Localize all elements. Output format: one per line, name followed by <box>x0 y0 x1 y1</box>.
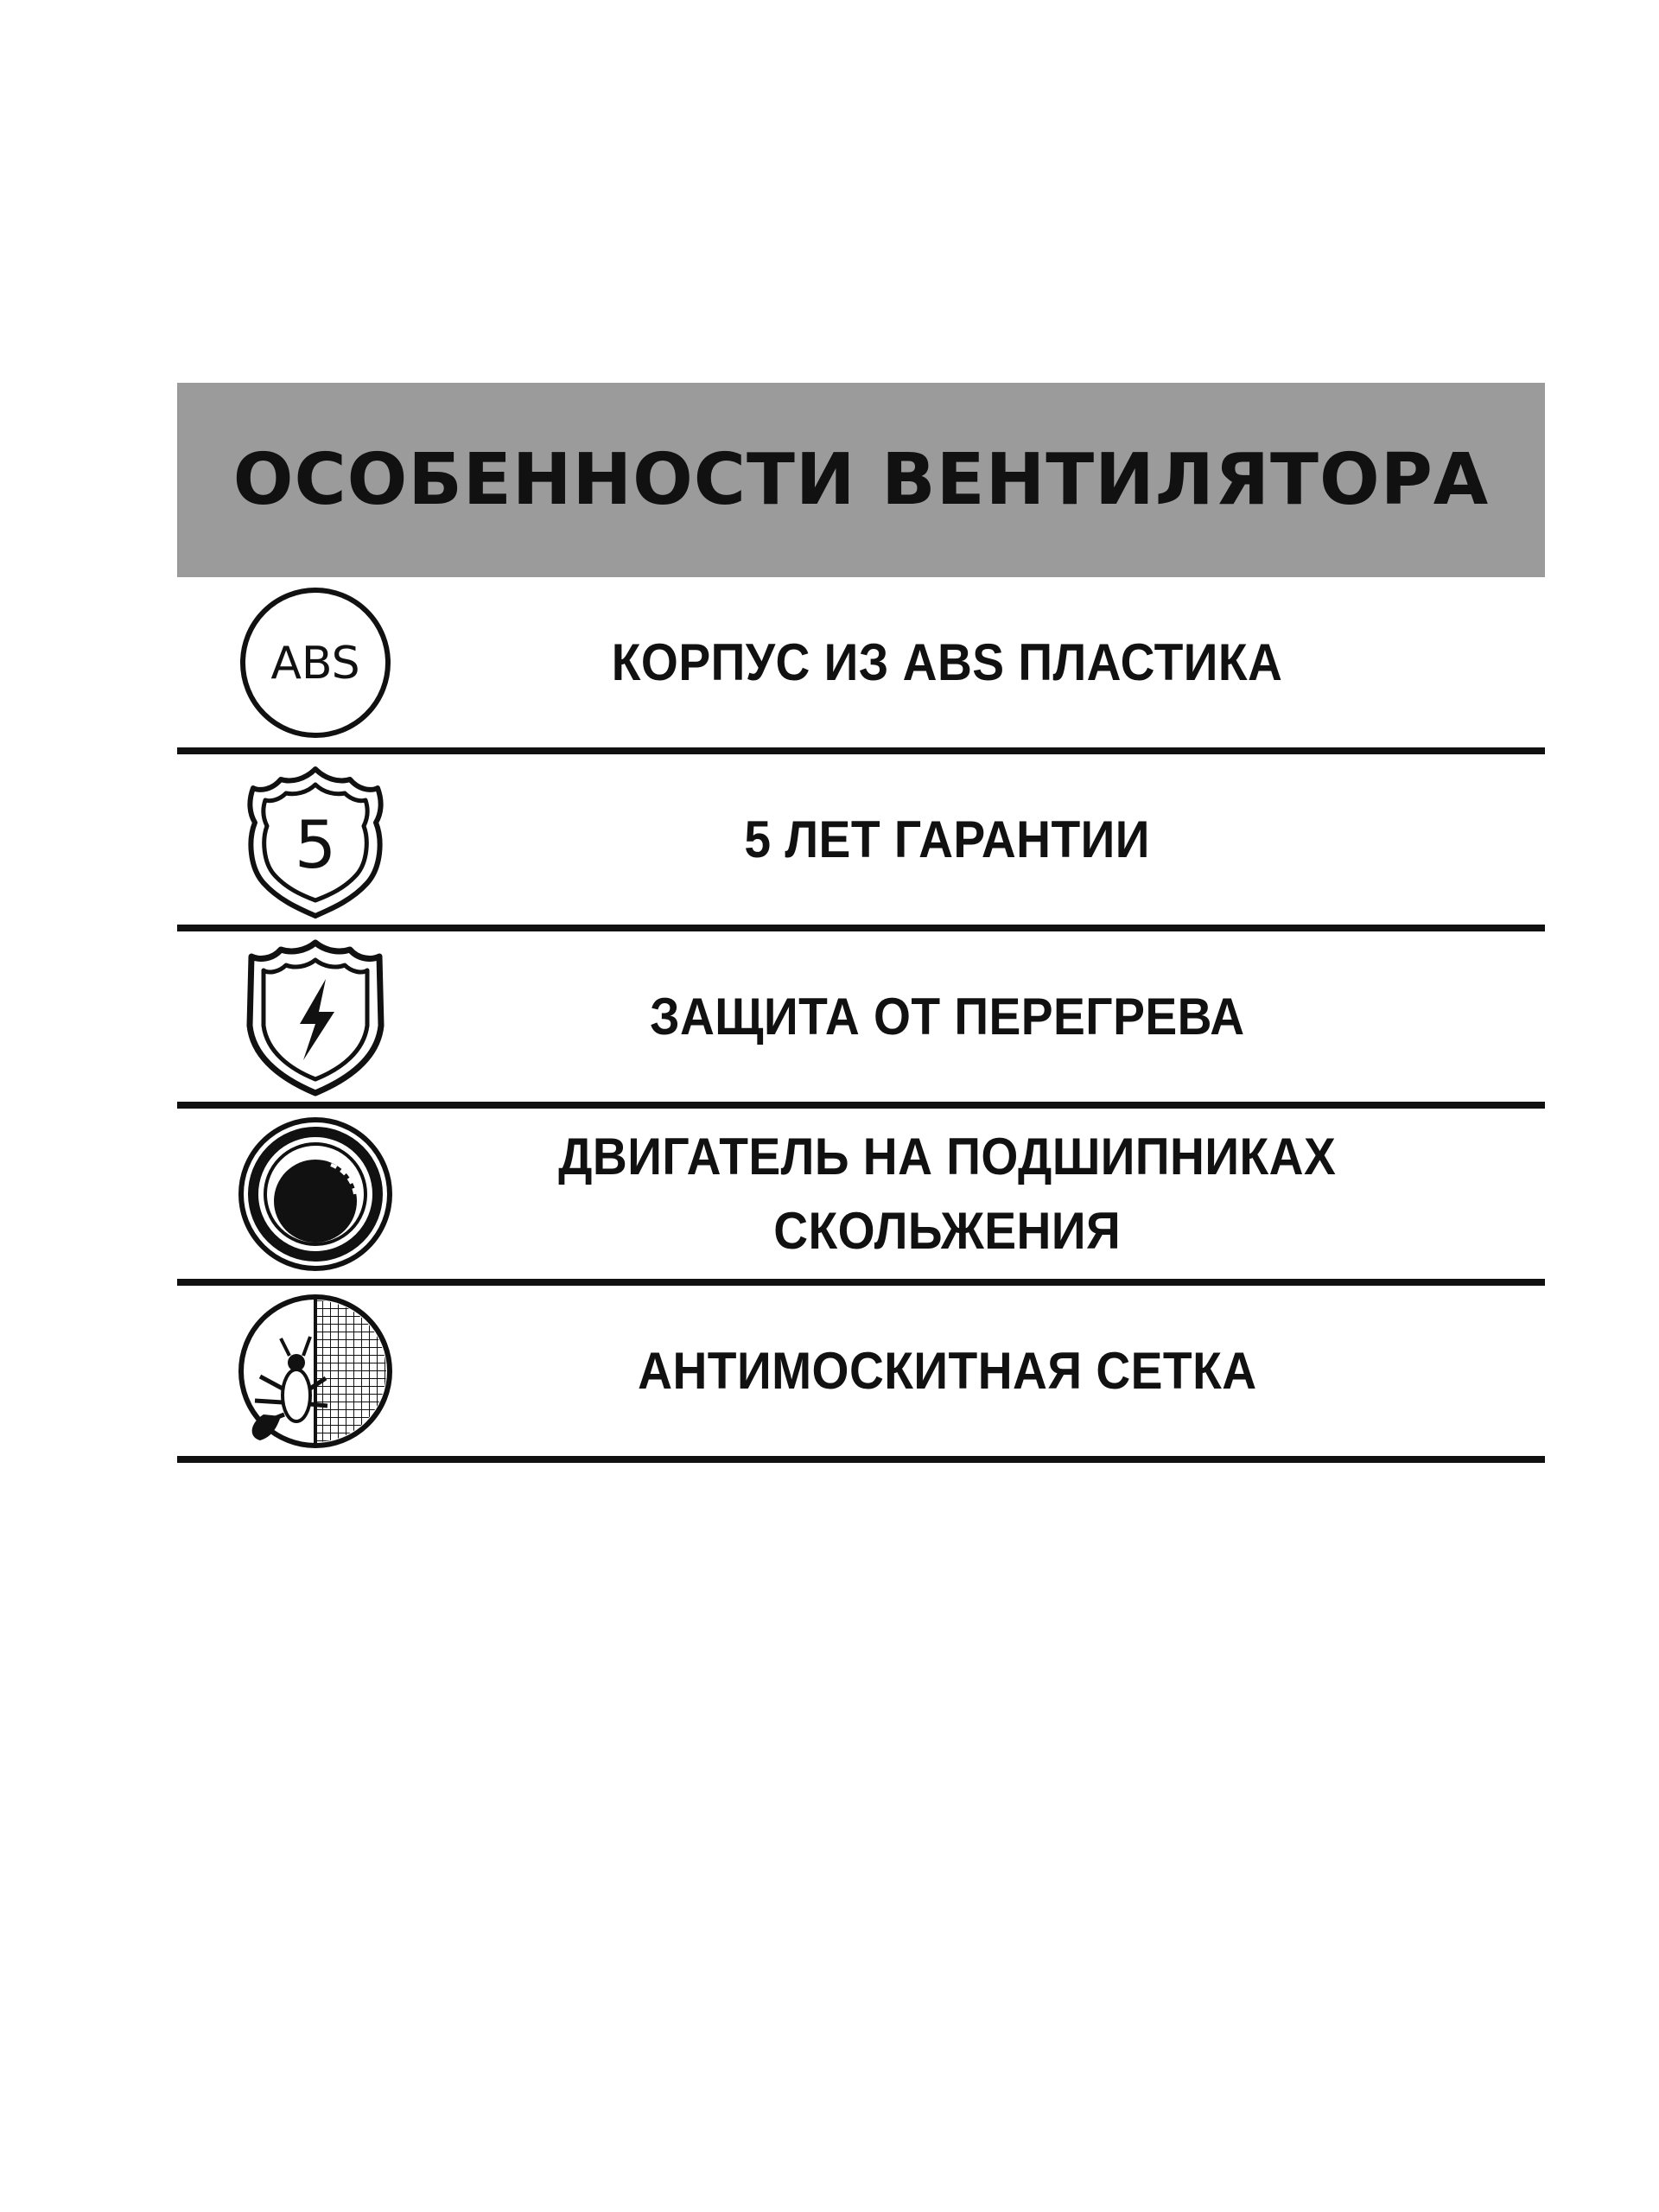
feature-label-net: АНТИМОСКИТНАЯ СЕТКА <box>638 1341 1257 1400</box>
feature-row-bearing <box>177 1109 1545 1286</box>
feature-row-abs <box>177 577 1545 754</box>
feature-label-overheat: ЗАЩИТА ОТ ПЕРЕГРЕВА <box>650 987 1245 1046</box>
bearing-icon <box>177 1109 454 1279</box>
feature-row-overheat <box>177 931 1545 1109</box>
shield-5-icon <box>177 754 454 925</box>
features-panel <box>177 383 1545 1463</box>
feature-label-warranty: 5 ЛЕТ ГАРАНТИИ <box>744 810 1151 868</box>
page-title: ОСОБЕННОСТИ ВЕНТИЛЯТОРА <box>232 439 1490 521</box>
header-banner <box>177 383 1545 577</box>
abs-badge-text: ABS <box>270 637 360 690</box>
shield-5-text: 5 <box>294 805 337 883</box>
feature-row-net <box>177 1286 1545 1463</box>
feature-row-warranty <box>177 754 1545 931</box>
feature-label-abs: КОРПУС ИЗ ABS ПЛАСТИКА <box>612 632 1283 691</box>
feature-label-bearing: ДВИГАТЕЛЬ НА ПОДШИПНИКАХ СКОЛЬЖЕНИЯ <box>558 1127 1337 1260</box>
abs-badge-icon <box>177 577 454 747</box>
mosquito-net-icon <box>177 1286 454 1456</box>
shield-lightning-icon <box>177 931 454 1102</box>
